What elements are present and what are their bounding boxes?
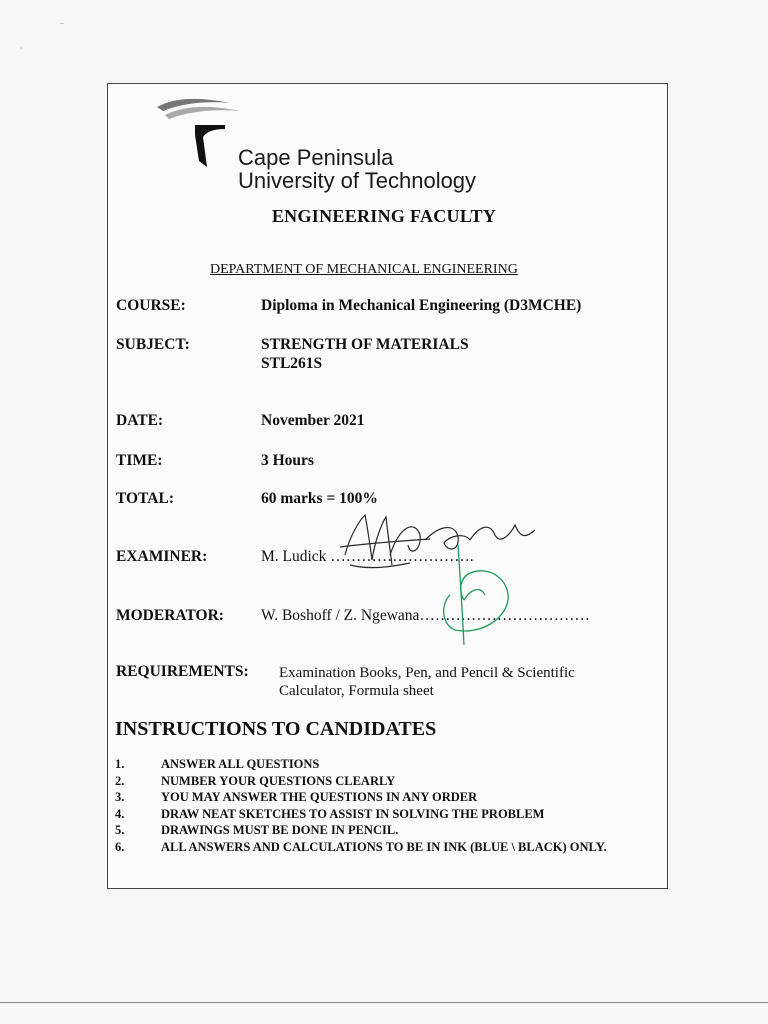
examiner-value: M. Ludick ………………………. [261, 548, 474, 565]
university-logo [155, 95, 245, 170]
instructions-list [115, 756, 661, 855]
list-item [115, 806, 661, 823]
institution-name-line2: University of Technology [238, 168, 477, 193]
item-number: 1. [115, 757, 125, 771]
item-text: DRAWINGS MUST BE DONE IN PENCIL. [161, 823, 399, 837]
department-heading: DEPARTMENT OF MECHANICAL ENGINEERING [210, 262, 518, 277]
course-label: COURSE: [116, 297, 186, 314]
item-text: DRAW NEAT SKETCHES TO ASSIST IN SOLVING THE PROBLEM [161, 806, 545, 821]
total-value: 60 marks = 100% [261, 490, 378, 507]
examiner-label: EXAMINER: [116, 548, 208, 565]
list-item [115, 756, 661, 773]
date-label: DATE: [116, 412, 164, 429]
item-text: YOU MAY ANSWER THE QUESTIONS IN ANY ORDER [161, 790, 478, 804]
faculty-heading: ENGINEERING FACULTY [271, 206, 497, 226]
institution-name-line1: Cape Peninsula [238, 145, 394, 170]
time-value: 3 Hours [261, 452, 314, 469]
item-number: 4. [115, 806, 125, 821]
item-text: ANSWER ALL QUESTIONS [161, 757, 320, 771]
requirements-line1: Examination Books, Pen, and Pencil & Scientific [279, 665, 575, 681]
requirements-label: REQUIREMENTS: [116, 663, 249, 680]
time-label: TIME: [116, 452, 163, 469]
course-value: Diploma in Mechanical Engineering (D3MCHE) [261, 297, 582, 314]
item-number: 5. [115, 823, 125, 837]
list-item [115, 773, 661, 790]
date-value: November 2021 [261, 412, 365, 429]
moderator-label: MODERATOR: [116, 607, 224, 624]
list-item [115, 839, 661, 856]
requirements-line2: Calculator, Formula sheet [279, 683, 434, 699]
list-item [115, 822, 661, 839]
item-number: 6. [115, 839, 125, 854]
scan-speck: – [60, 18, 64, 27]
scan-speck: · [20, 44, 23, 53]
moderator-value: W. Boshoff / Z. Ngewana…………………………… [261, 607, 590, 624]
item-text: NUMBER YOUR QUESTIONS CLEARLY [161, 773, 396, 788]
subject-value-line1: STRENGTH OF MATERIALS [261, 336, 469, 353]
bottom-rule [0, 1002, 768, 1003]
instructions-title: INSTRUCTIONS TO CANDIDATES [115, 718, 437, 740]
item-text: ALL ANSWERS AND CALCULATIONS TO BE IN INK (BLUE \ BLACK) ONLY. [161, 839, 607, 854]
item-number: 3. [115, 790, 125, 804]
item-number: 2. [115, 773, 125, 788]
list-item [115, 789, 661, 806]
total-label: TOTAL: [116, 490, 174, 507]
subject-value-line2: STL261S [261, 355, 323, 372]
subject-label: SUBJECT: [116, 336, 190, 353]
